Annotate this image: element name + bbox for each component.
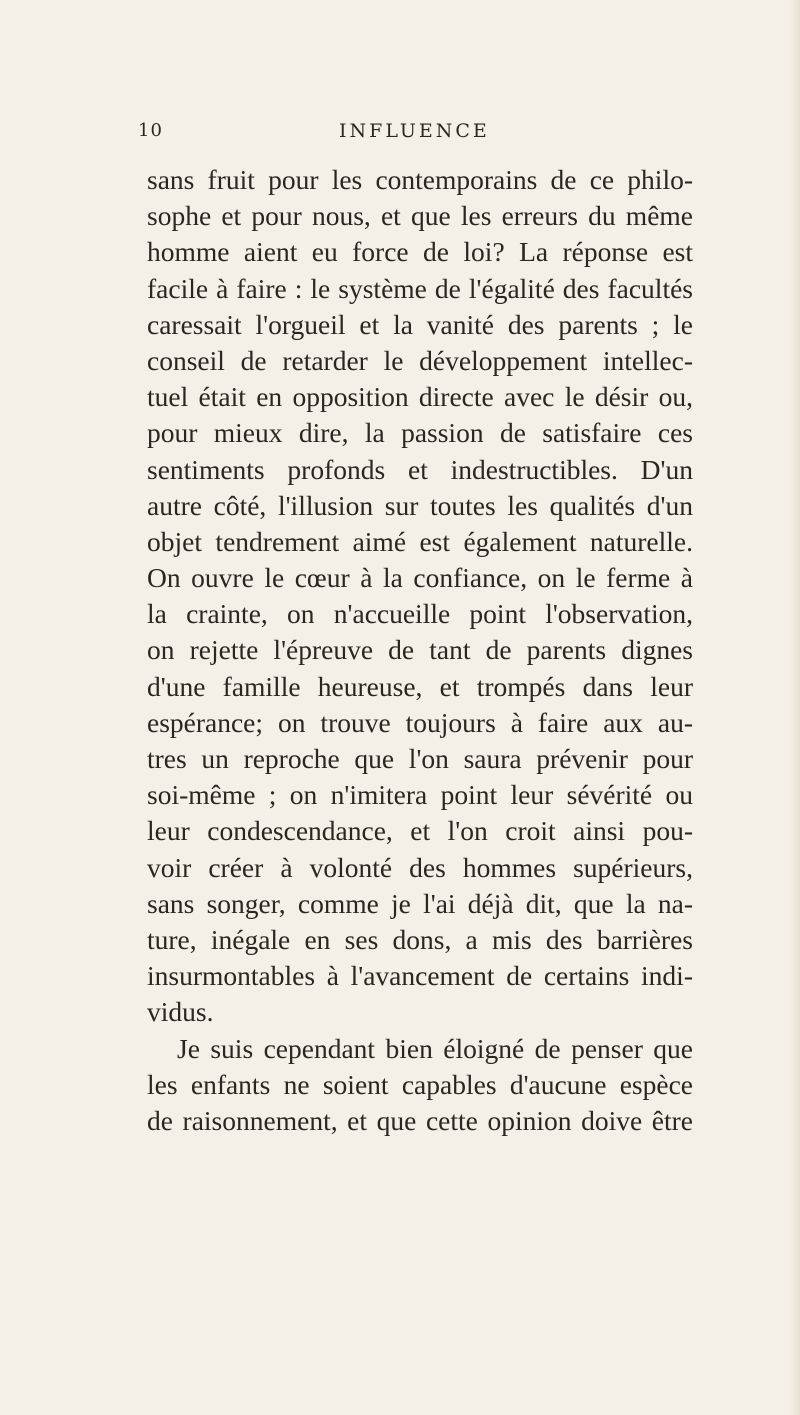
text-line: on rejette l'épreuve de tant de parents dignes [147,634,693,666]
text-line: la crainte, on n'accueille point l'observation, [147,598,693,630]
text-line: autre côté, l'illusion sur toutes les qualités d'un [147,489,693,521]
text-line: sans songer, comme je l'ai déjà dit, que la na- [147,887,693,919]
text-line: ture, inégale en ses dons, a mis des barrières [147,923,693,955]
text-line: tres un reproche que l'on saura prévenir pour [147,743,693,774]
text-line: homme aient eu force de loi? La réponse est [147,236,693,268]
text-line: tuel était en opposition directe avec le désir ou, [147,381,693,413]
text-line: les enfants ne soient capables d'aucune espèce [147,1068,693,1100]
text-line: caressait l'orgueil et la vanité des parents ; le [147,308,693,340]
text-line: On ouvre le cœur à la confiance, on le ferme à [147,562,693,594]
text-line: de raisonnement, et que cette opinion doive être [147,1104,693,1136]
running-title: INFLUENCE [339,120,490,142]
text-line: sophe et pour nous, et que les erreurs du même [147,200,693,232]
text-line: insurmontables à l'avancement de certains indi- [147,960,693,992]
text-line: objet tendrement aimé est également naturelle. [147,525,693,557]
page-number: 10 [138,120,163,141]
text-line: conseil de retarder le développement intellec- [147,344,693,376]
text-line: leur condescendance, et l'on croit ainsi pou- [147,815,693,847]
paragraph-end-line: vidus. [147,996,214,1028]
text-line: facile à faire : le système de l'égalité des facultés [147,272,693,304]
text-line: pour mieux dire, la passion de satisfaire ces [147,417,693,449]
text-line: sentiments profonds et indestructibles. D'un [147,453,693,485]
text-line: voir créer à volonté des hommes supérieurs, [147,851,693,883]
text-line: soi-même ; on n'imitera point leur sévérité ou [147,779,693,811]
text-line: espérance; on trouve toujours à faire aux au- [147,706,693,738]
text-line: sans fruit pour les contemporains de ce philo- [147,164,693,195]
paragraph-start-line: Je suis cependant bien éloigné de penser que [177,1032,693,1064]
page-edge-shadow [790,0,800,1415]
running-head [128,120,688,148]
text-line: d'une famille heureuse, et trompés dans leur [147,670,693,702]
body-text [147,162,693,1139]
